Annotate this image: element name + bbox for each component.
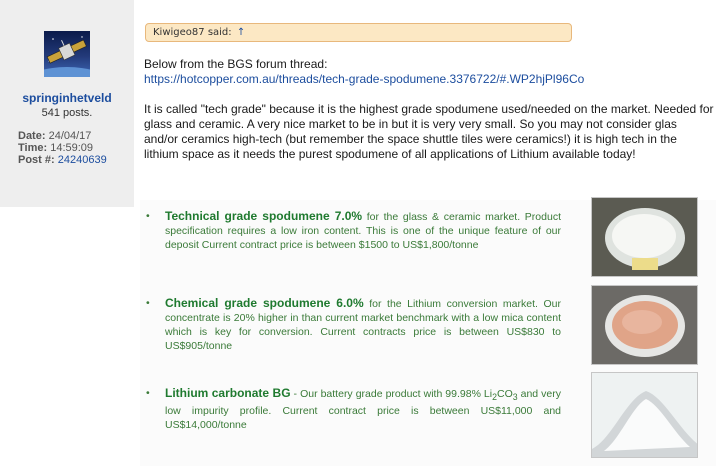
post-number-link[interactable]: 24240639 — [57, 154, 107, 166]
item-title: Chemical grade spodumene 6.0% — [165, 296, 364, 310]
post-time — [18, 142, 93, 154]
quote-jump-arrow-icon[interactable]: ↑ — [236, 27, 246, 38]
post-intro — [144, 57, 714, 87]
technical-grade-photo — [591, 197, 698, 277]
item-text: for the glass & ceramic market. Product specification requires a low iron content. This is one of the unique feature of our deposit Current contract price is between $1500 to US$1,800/tonne — [165, 211, 561, 251]
avatar[interactable] — [44, 31, 90, 77]
item-title: Lithium carbonate BG — [165, 386, 291, 400]
post-number — [18, 154, 107, 166]
time-label: Time: — [18, 142, 48, 154]
author-post-count: 541 posts. — [41, 107, 93, 119]
post-intro-text: Below from the BGS forum thread: — [144, 57, 328, 71]
spodumene-products-slide — [140, 200, 716, 466]
bullet-icon: • — [146, 297, 150, 309]
satellite-avatar — [44, 31, 90, 77]
post-number-label: Post #: — [18, 154, 55, 166]
author-username[interactable]: springinhetveld — [22, 91, 112, 105]
quote-header — [145, 23, 572, 42]
bullet-icon: • — [146, 387, 150, 399]
formula-sub-3: 3 — [512, 392, 518, 403]
chemical-grade-photo — [591, 285, 698, 365]
item-text: for the Lithium conversion market. Our concentrate is 20% higher in than current market benchmark with a low mica content which is key for conversion. Current contracts price is between US$830 to US$905/tonne — [165, 298, 561, 352]
post-date — [18, 130, 91, 142]
bullet-icon: • — [146, 210, 150, 222]
date-label: Date: — [18, 130, 46, 142]
formula-sub-2: 2 — [492, 392, 497, 403]
formula-li: Li — [483, 388, 493, 400]
item-text-after: and very low impurity profile. Current contract price is between US$11,000 and US$14,000/tonne — [165, 388, 561, 432]
lithium-carbonate-photo — [591, 372, 698, 458]
formula-co: CO — [496, 388, 513, 400]
author-sidebar — [0, 0, 134, 207]
item-text: - Our battery grade product with 99.98% — [290, 388, 484, 400]
quote-author: Kiwigeo87 said: — [153, 27, 232, 38]
time-value: 14:59:09 — [50, 142, 94, 154]
thread-link[interactable]: https://hotcopper.com.au/threads/tech-grade-spodumene.3376722/#.WP2hjPl96Co — [144, 72, 585, 86]
post-body: It is called "tech grade" because it is the highest grade spodumene used/needed on the market. Needed for glass and ceramic. A very nice market to be in but it is very very small. So you may not consider glas and/or ceramics high-tech (but remember the space shuttle tiles were ceramics!) it is high tech in the lithium space as it needs the purest spodumene of all applications of Lithium available today! — [144, 102, 714, 161]
item-title: Technical grade spodumene 7.0% — [165, 209, 363, 223]
date-value: 24/04/17 — [48, 130, 92, 142]
